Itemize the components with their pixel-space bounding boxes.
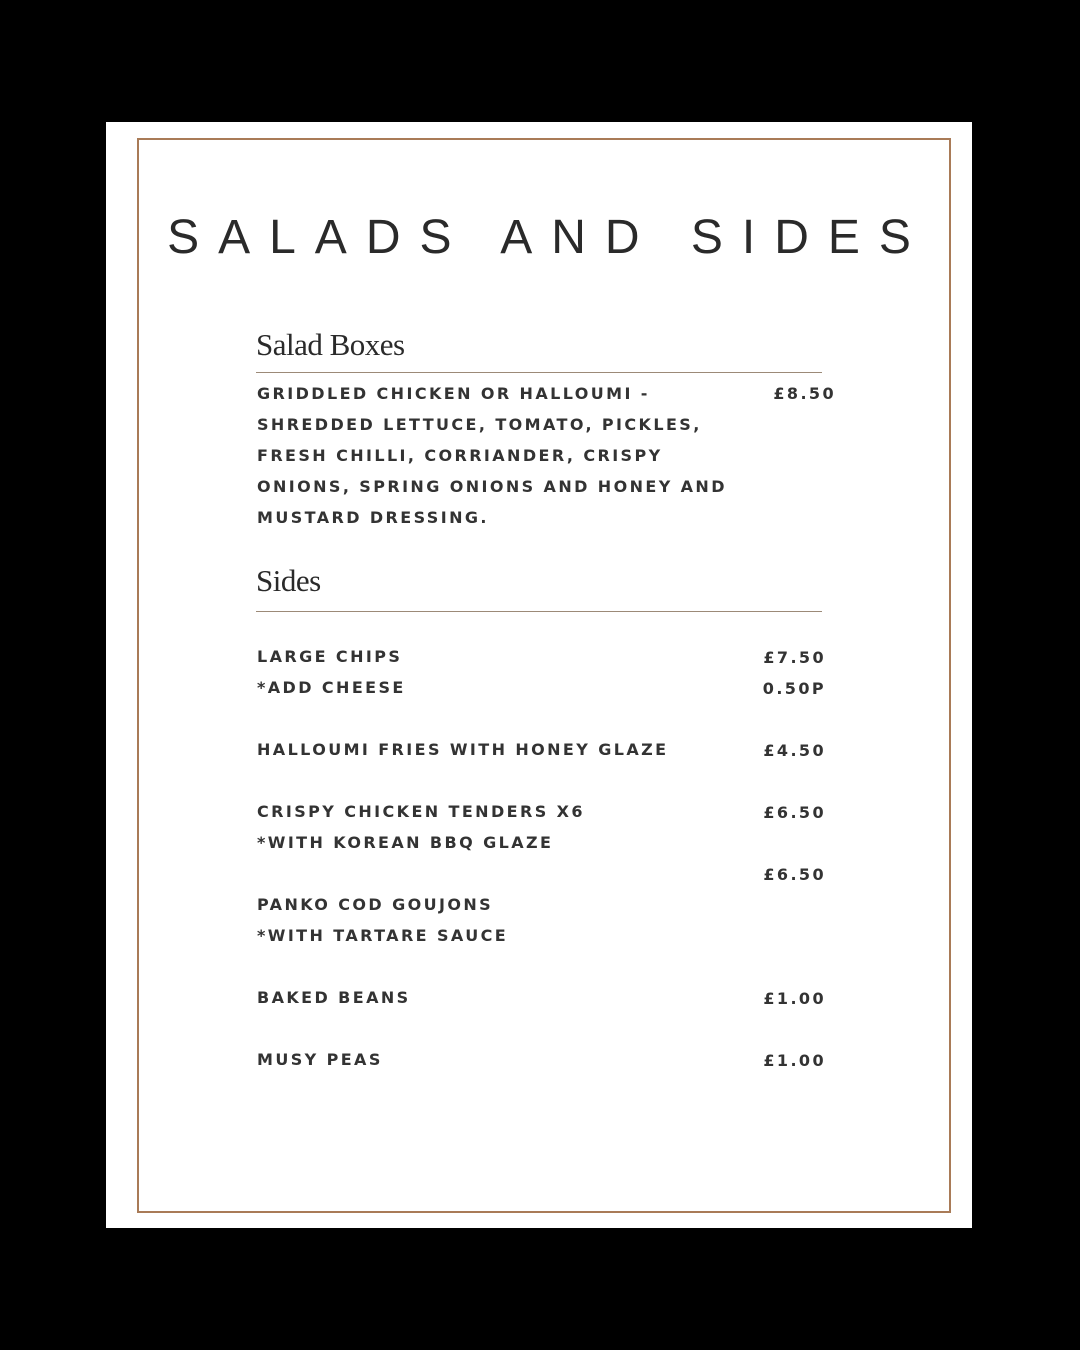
- side-price-halloumi-fries: £4.50: [763, 741, 826, 760]
- side-item-korean-bbq-note: *WITH KOREAN BBQ GLAZE: [257, 833, 554, 852]
- salad-boxes-heading: Salad Boxes: [256, 327, 405, 362]
- side-item-tartare-note: *WITH TARTARE SAUCE: [257, 926, 509, 945]
- side-item-cod-goujons: PANKO COD GOUJONS: [257, 895, 494, 914]
- salad-description-line: GRIDDLED CHICKEN OR HALLOUMI -: [257, 384, 650, 403]
- side-price-mushy-peas: £1.00: [763, 1051, 826, 1070]
- salad-box-price: £8.50: [773, 384, 836, 403]
- salad-description-line: ONIONS, SPRING ONIONS AND HONEY AND: [257, 477, 727, 496]
- salad-description-line: SHREDDED LETTUCE, TOMATO, PICKLES,: [257, 415, 702, 434]
- salad-boxes-divider: [256, 372, 822, 373]
- side-price-chicken-tenders: £6.50: [763, 803, 826, 822]
- menu-title: SALADS AND SIDES: [167, 211, 930, 264]
- sides-heading: Sides: [256, 563, 321, 598]
- side-price-baked-beans: £1.00: [763, 989, 826, 1008]
- side-price-large-chips: £7.50: [763, 648, 826, 667]
- menu-page: [106, 122, 972, 1228]
- side-item-halloumi-fries: HALLOUMI FRIES WITH HONEY GLAZE: [257, 740, 669, 759]
- side-item-baked-beans: BAKED BEANS: [257, 988, 411, 1007]
- salad-description-line: FRESH CHILLI, CORRIANDER, CRISPY: [257, 446, 663, 465]
- side-item-chicken-tenders: CRISPY CHICKEN TENDERS X6: [257, 802, 585, 821]
- side-item-add-cheese: *ADD CHEESE: [257, 678, 406, 697]
- sides-divider: [256, 611, 822, 612]
- side-item-large-chips: LARGE CHIPS: [257, 647, 403, 666]
- side-item-mushy-peas: MUSY PEAS: [257, 1050, 383, 1069]
- side-price-cod-goujons: £6.50: [763, 865, 826, 884]
- side-price-add-cheese: 0.50P: [762, 679, 826, 698]
- salad-description-line: MUSTARD DRESSING.: [257, 508, 489, 527]
